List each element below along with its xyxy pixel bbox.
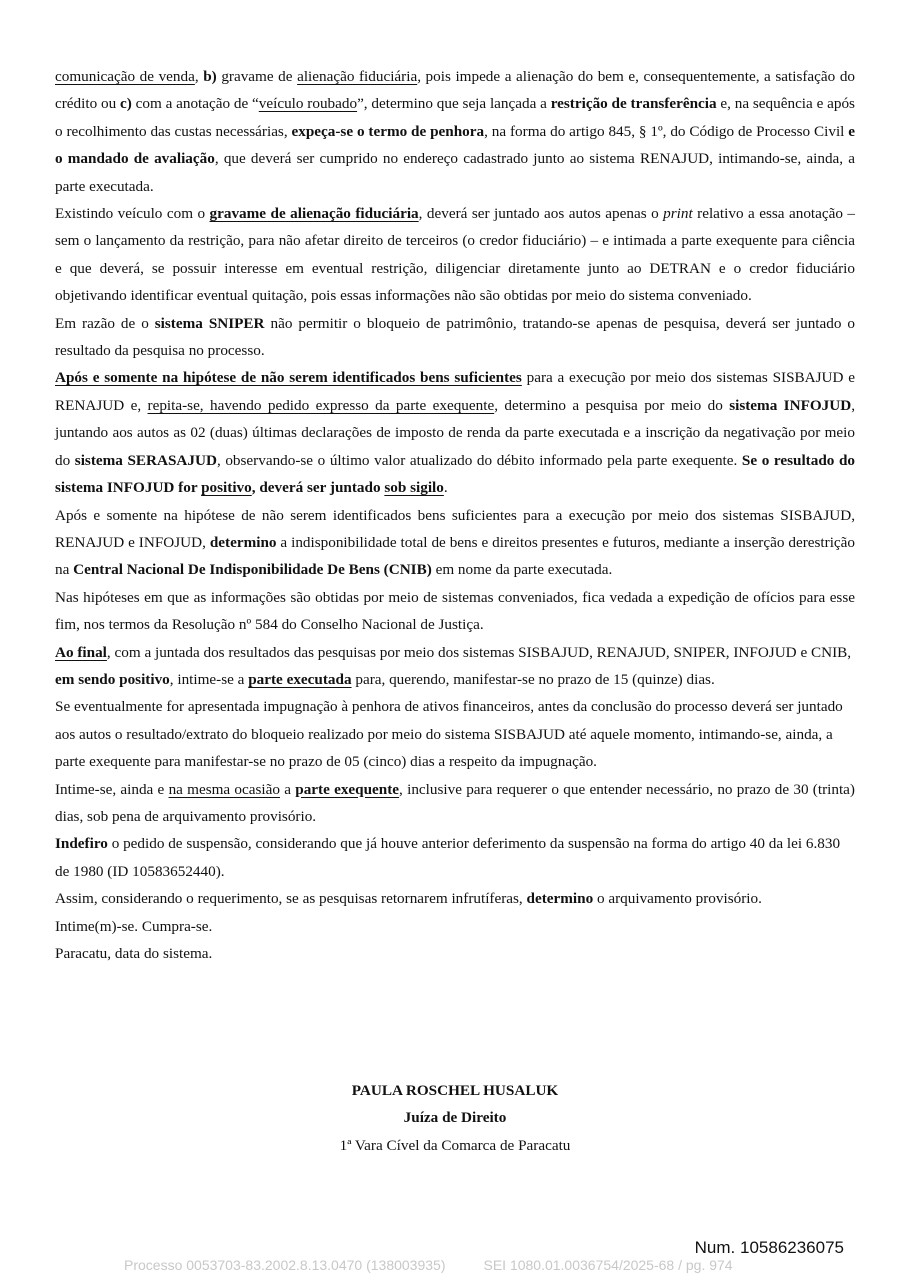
text-run: e o mandado de avaliação <box>55 122 856 168</box>
text-run: , intime-se a <box>169 670 249 688</box>
text-run: em sendo positivo <box>55 670 170 688</box>
paragraph <box>55 63 855 200</box>
text-run: a <box>279 780 296 798</box>
paragraph <box>55 584 855 639</box>
text-run: Após e somente na hipótese de não serem identificados bens suficientes <box>55 369 522 387</box>
paragraph <box>55 885 855 912</box>
text-run: Em razão de o <box>55 314 155 332</box>
text-run: determino <box>209 533 277 551</box>
text-run: na mesma ocasião <box>168 780 280 798</box>
text-run: Existindo veículo com o <box>55 205 210 223</box>
text-run: Indefiro <box>55 835 108 853</box>
signer-name: PAULA ROSCHEL HUSALUK <box>351 1082 559 1099</box>
text-run: Paracatu, data do sistema. <box>55 945 213 962</box>
text-run: restrição de transferência <box>550 95 717 113</box>
text-run: gravame de <box>216 68 298 85</box>
text-run: em nome da parte executada. <box>431 561 613 579</box>
text-run: , inclusive para requerer o que entender necessário, no prazo de 30 (trinta) dias, sob pena de arquivamento provisório. <box>55 780 855 825</box>
text-run: a indisponibilidade total de bens e direitos presentes e futuros, mediante a inserção derestrição na <box>55 533 856 579</box>
text-run: sistema SNIPER <box>154 314 265 332</box>
text-run: , deverá ser juntado aos autos apenas o <box>418 205 664 223</box>
text-run: determino <box>526 890 594 908</box>
text-run: ”, determino que seja lançada a <box>357 95 551 113</box>
signer-role: Juíza de Direito <box>403 1109 507 1127</box>
footer-process: Processo 0053703-83.2002.8.13.0470 (138003935) <box>124 1257 446 1273</box>
footer-sei: SEI 1080.01.0036754/2025-68 / pg. 974 <box>483 1257 733 1273</box>
text-run: o arquivamento provisório. <box>593 890 762 908</box>
paragraph <box>55 639 855 694</box>
text-run: veículo roubado <box>258 95 358 113</box>
text-run: Ao final <box>55 643 107 661</box>
text-run: , juntando aos autos as 02 (duas) últimas declarações de imposto de renda da parte executada e a inscrição da negativação por meio do <box>55 396 855 469</box>
text-run: Central Nacional De Indisponibilidade De Bens (CNIB) <box>73 561 432 579</box>
footer-watermark <box>124 1257 733 1273</box>
text-run: sistema INFOJUD <box>729 396 852 414</box>
text-run: comunicação de venda <box>55 68 195 85</box>
text-run: expeça-se o termo de penhora <box>291 122 485 140</box>
text-run: Nas hipóteses em que as informações são obtidas por meio de sistemas conveniados, fica vedada a expedição de ofícios para esse fim, nos termos da Resolução nº 584 do Conselho Nacional de Justiça. <box>55 588 855 634</box>
document-body <box>55 63 855 967</box>
text-run: Assim, considerando o requerimento, se as pesquisas retornarem infrutíferas, <box>55 890 527 908</box>
text-run: parte executada <box>248 670 352 688</box>
text-run: positivo <box>201 479 252 497</box>
paragraph <box>55 200 855 310</box>
paragraph <box>55 830 855 885</box>
text-run: print <box>663 205 693 223</box>
text-run: b) <box>203 68 217 85</box>
text-run: para a execução por meio dos sistemas SISBAJUD e RENAJUD e, <box>55 369 856 414</box>
text-run: , pois impede a alienação do bem e, consequentemente, a satisfação do crédito ou <box>55 68 856 113</box>
text-run: , <box>194 68 204 85</box>
text-run: , deverá ser juntado <box>251 479 385 497</box>
paragraph <box>55 693 855 775</box>
text-run: sistema SERASAJUD <box>74 451 217 469</box>
paragraph <box>55 940 855 967</box>
text-run: com a anotação de “ <box>131 95 259 113</box>
text-run: para, querendo, manifestar-se no prazo de 15 (quinze) dias. <box>351 670 715 688</box>
text-run: , com a juntada dos resultados das pesquisas por meio dos sistemas SISBAJUD, RENAJUD, SNIPER, INFOJUD e CNIB, <box>106 643 852 661</box>
text-run: o pedido de suspensão, considerando que já houve anterior deferimento da suspensão na forma do artigo 40 da lei 6.830 de 1980 (ID 10583652440). <box>55 835 841 880</box>
text-run: repita-se, havendo pedido expresso da parte exequente <box>147 396 495 414</box>
text-run: Intime(m)-se. Cumpra-se. <box>55 917 213 935</box>
text-run: . <box>443 479 448 497</box>
paragraph <box>55 310 855 365</box>
text-run: , que deverá ser cumprido no endereço cadastrado junto ao sistema RENAJUD, intimando-se, ainda, a parte executada. <box>55 150 856 195</box>
paragraph <box>55 364 855 501</box>
text-run: sob sigilo <box>384 479 444 497</box>
text-run: c) <box>119 95 132 113</box>
text-run: gravame de alienação fiduciária <box>209 205 419 223</box>
text-run: , determino a pesquisa por meio do <box>494 396 730 414</box>
paragraph <box>55 776 855 831</box>
court-name: 1ª Vara Cível da Comarca de Paracatu <box>339 1136 571 1154</box>
text-run: parte exequente <box>295 780 400 798</box>
document-number: Num. 10586236075 <box>694 1238 844 1257</box>
text-run: não permitir o bloqueio de patrimônio, tratando-se apenas de pesquisa, deverá ser juntado o resultado da pesquisa no processo. <box>55 314 855 360</box>
text-run: alienação fiduciária <box>297 68 418 85</box>
text-run: , na forma do artigo 845, § 1º, do Código de Processo Civil <box>484 122 849 140</box>
text-run: Após e somente na hipótese de não serem identificados bens suficientes para a execução por meio dos sistemas SISBAJUD, RENAJUD e INFOJUD, <box>55 506 855 551</box>
paragraph <box>55 913 855 940</box>
text-run: Intime-se, ainda e <box>55 780 169 798</box>
text-run: , observando-se o último valor atualizado do débito informado pela parte exequente. <box>216 451 742 469</box>
text-run: relativo a essa anotação – sem o lançamento da restrição, para não afetar direito de terceiros (o credor fiduciário) – e intimada a parte exequente para ciência e que deverá, se possuir interesse em eventual restrição, diligenciar diretamente junto ao DETRAN e o credor fiduciário objetivando identificar eventual quitação, pois essas informações não são obtidas por meio do sistema conveniado. <box>55 205 856 305</box>
text-run: e, na sequência e após o recolhimento das custas necessárias, <box>55 95 855 140</box>
signature-block <box>0 1077 910 1159</box>
paragraph <box>55 502 855 584</box>
text-run: Se eventualmente for apresentada impugnação à penhora de ativos financeiros, antes da conclusão do processo deverá ser juntado aos autos o resultado/extrato do bloqueio realizado por meio do sistema SISBAJUD até aquele momento, intimando-se, ainda, a parte exequente para manifestar-se no prazo de 05 (cinco) dias a respeito da impugnação. <box>55 698 843 771</box>
text-run: Se o resultado do sistema INFOJUD for <box>55 451 855 497</box>
